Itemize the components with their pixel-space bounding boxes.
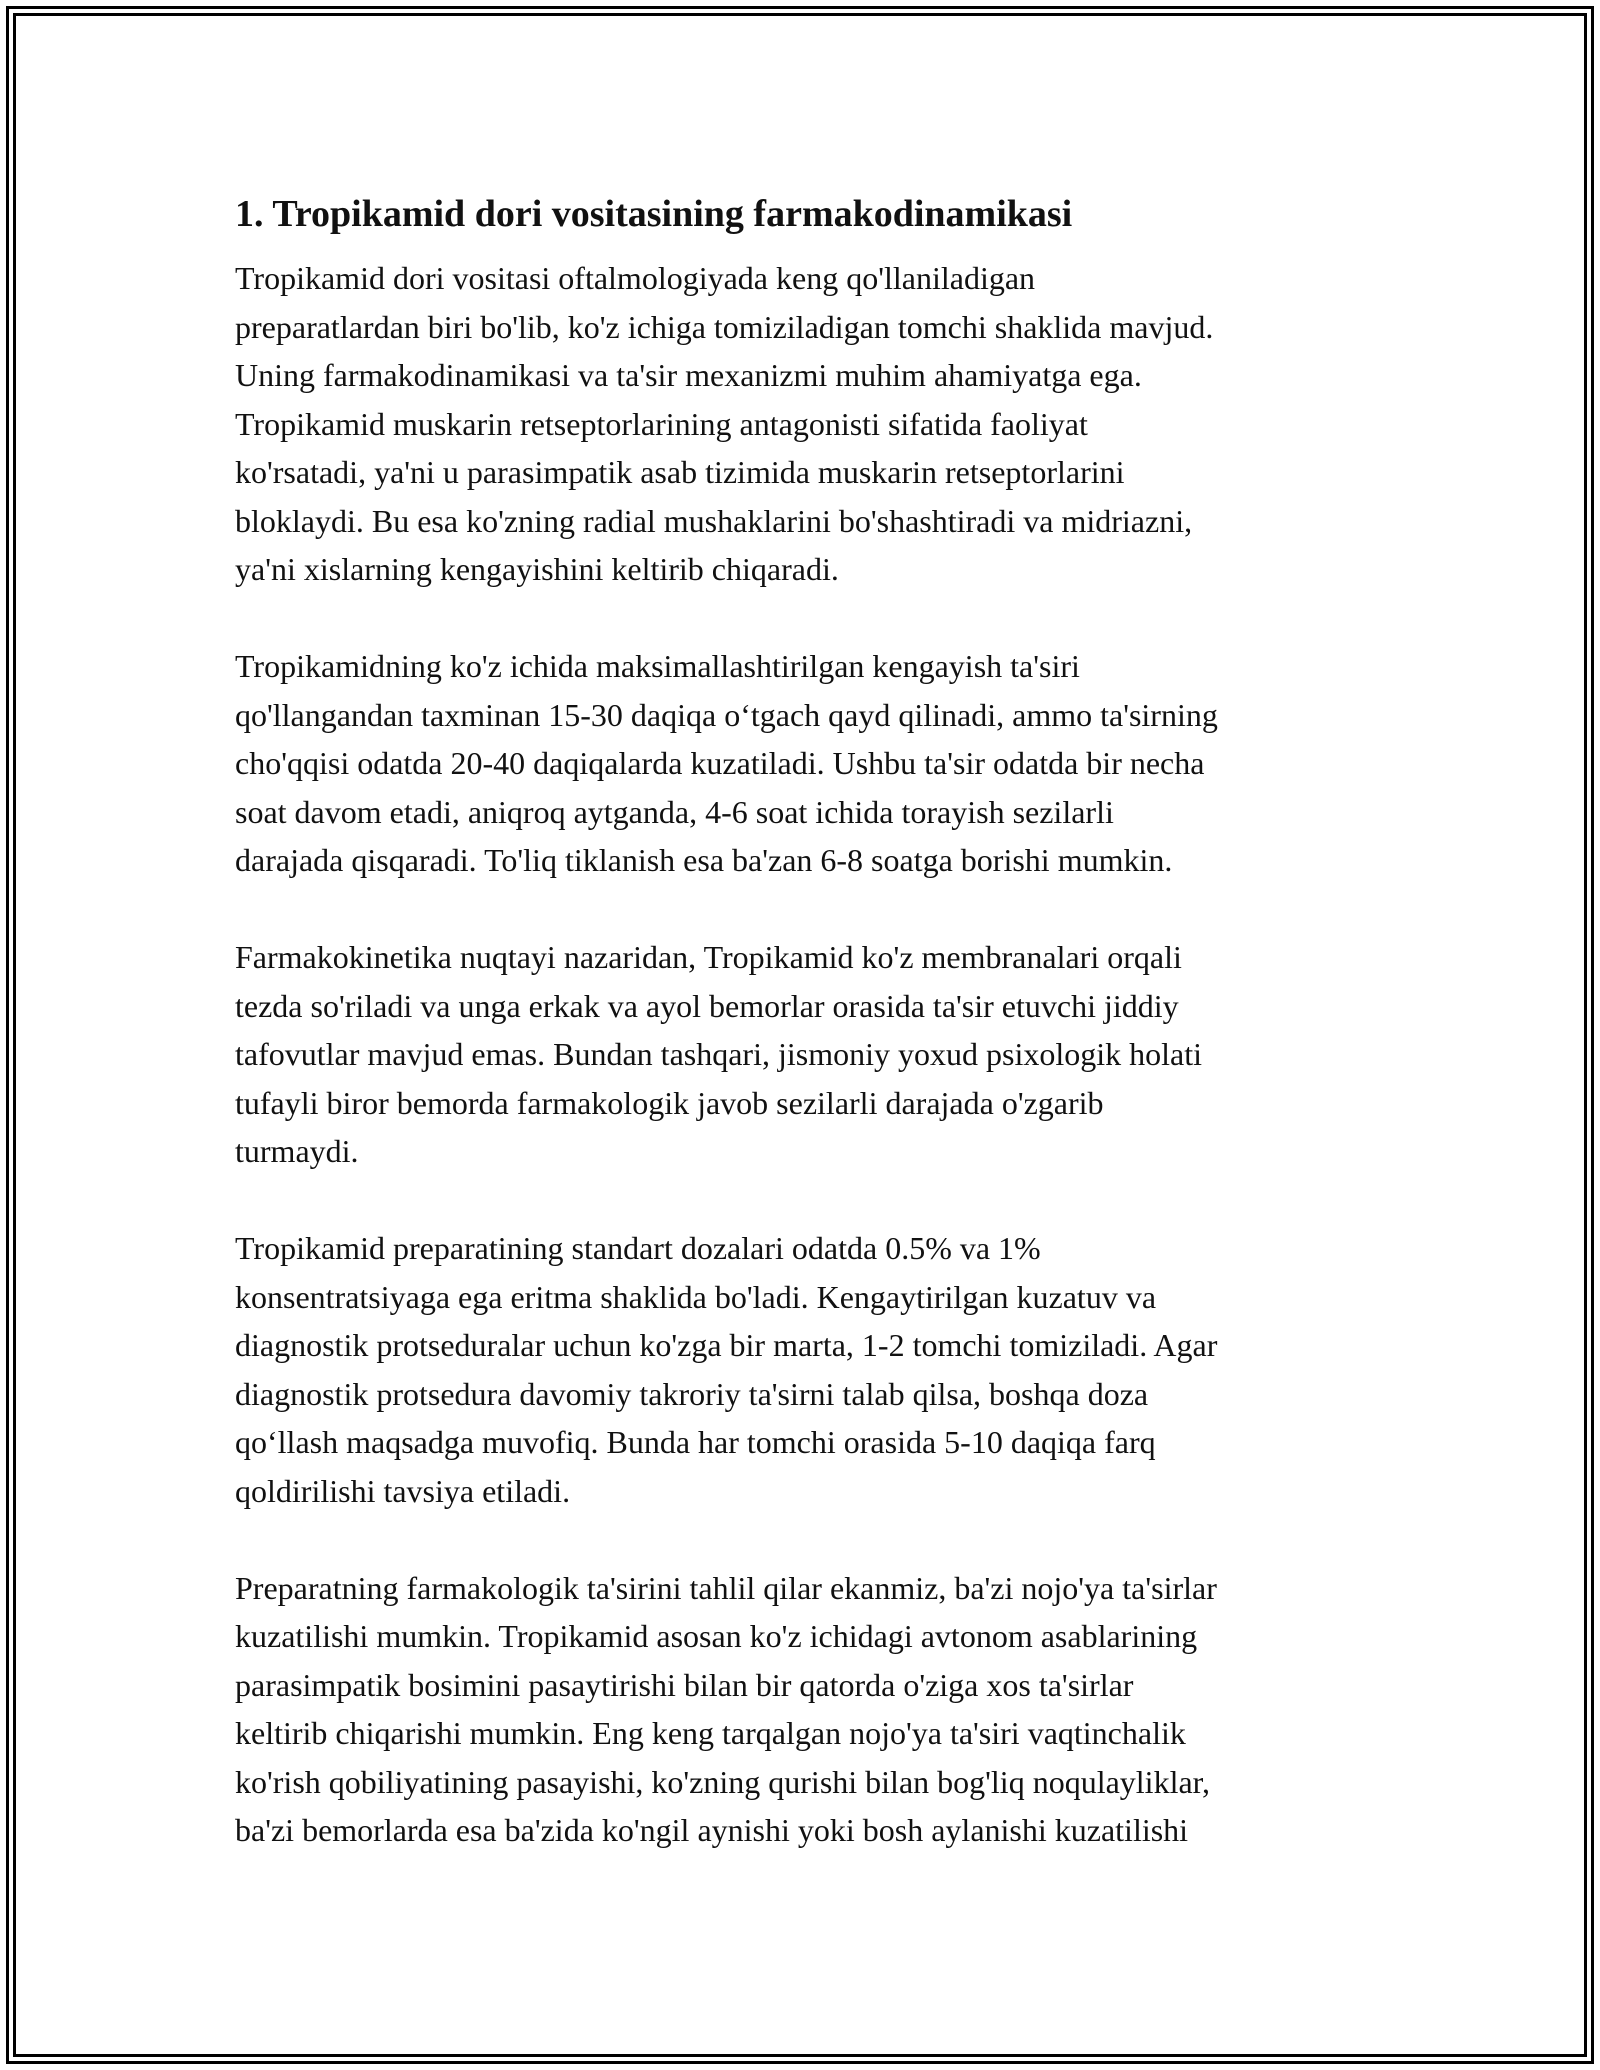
text-line: turmaydi. [235,1133,359,1169]
text-line: diagnostik protsedura davomiy takroriy ta'sirni talab qilsa, boshqa doza [235,1375,1149,1412]
text-line: darajada qisqaradi. To'liq tiklanish esa ba'zan 6-8 soatga borishi mumkin. [235,842,1173,878]
text-line: parasimpatik bosimini pasaytirishi bilan bir qatorda o'ziga xos ta'sirlar [235,1666,1134,1703]
text-line: Tropikamid muskarin retseptorlarining antagonisti sifatida faoliyat [235,405,1088,442]
text-line: qo‘llash maqsadga muvofiq. Bunda har tomchi orasida 5-10 daqiqa farq [235,1424,1156,1460]
paragraph-dosage [235,1224,1375,1515]
text-line: bloklaydi. Bu esa ko'zning radial mushaklarini bo'shashtiradi va midriazni, [235,502,1193,539]
text-line: kuzatilishi mumkin. Tropikamid asosan ko'z ichidagi avtonom asablarining [235,1618,1198,1654]
text-line: tufayli biror bemorda farmakologik javob sezilarli darajada o'zgarib [235,1084,1104,1121]
text-line: soat davom etadi, aniqroq aytganda, 4-6 soat ichida torayish sezilarli [235,793,1114,830]
text-line: ba'zi bemorlarda esa ba'zida ko'ngil aynishi yoki bosh aylanishi kuzatilishi [235,1812,1189,1848]
paragraph-side-effects [235,1564,1375,1855]
text-line: ko'rsatadi, ya'ni u parasimpatik asab tizimida muskarin retseptorlarini [235,454,1125,490]
paragraph-onset-duration [235,642,1375,885]
document-body [235,186,1375,1903]
text-line: preparatlardan biri bo'lib, ko'z ichiga tomiziladigan tomchi shaklida mavjud. [235,308,1214,345]
text-line: cho'qqisi odatda 20-40 daqiqalarda kuzatiladi. Ushbu ta'sir odatda bir necha [235,745,1205,781]
text-line: qo'llangandan taxminan 15-30 daqiqa o‘tgach qayd qilinadi, ammo ta'sirning [235,696,1218,733]
text-line: Tropikamid dori vositasi oftalmologiyada keng qo'llaniladigan [235,260,1036,296]
text-line: tafovutlar mavjud emas. Bundan tashqari, jismoniy yoxud psixologik holati [235,1036,1202,1072]
text-line: keltirib chiqarishi mumkin. Eng keng tarqalgan nojo'ya ta'siri vaqtinchalik [235,1715,1186,1751]
paragraph-pharmacodynamics [235,254,1375,594]
text-line: konsentratsiyaga ega eritma shaklida bo'ladi. Kengaytirilgan kuzatuv va [235,1278,1157,1315]
text-line: Uning farmakodinamikasi va ta'sir mexanizmi muhim ahamiyatga ega. [235,357,1142,393]
text-line: Preparatning farmakologik ta'sirini tahlil qilar ekanmiz, ba'zi nojo'ya ta'sirlar [235,1569,1217,1606]
text-line: Tropikamid preparatining standart dozalari odatda 0.5% va 1% [235,1230,1041,1266]
text-line: tezda so'riladi va unga erkak va ayol bemorlar orasida ta'sir etuvchi jiddiy [235,987,1179,1024]
section-heading: 1. Tropikamid dori vositasining farmakodinamikasi [235,193,1073,235]
text-line: Tropikamidning ko'z ichida maksimallashtirilgan kengayish ta'siri [235,648,1080,684]
text-line: diagnostik protseduralar uchun ko'zga bir marta, 1-2 tomchi tomiziladi. Agar [235,1327,1218,1363]
paragraph-pharmacokinetics [235,933,1375,1176]
text-line: ya'ni xislarning kengayishini keltirib chiqaradi. [235,551,839,587]
text-line: qoldirilishi tavsiya etiladi. [235,1472,571,1509]
text-line: Farmakokinetika nuqtayi nazaridan, Tropikamid ko'z membranalari orqali [235,939,1182,975]
text-line: ko'rish qobiliyatining pasayishi, ko'zning qurishi bilan bog'liq noqulayliklar, [235,1763,1211,1800]
